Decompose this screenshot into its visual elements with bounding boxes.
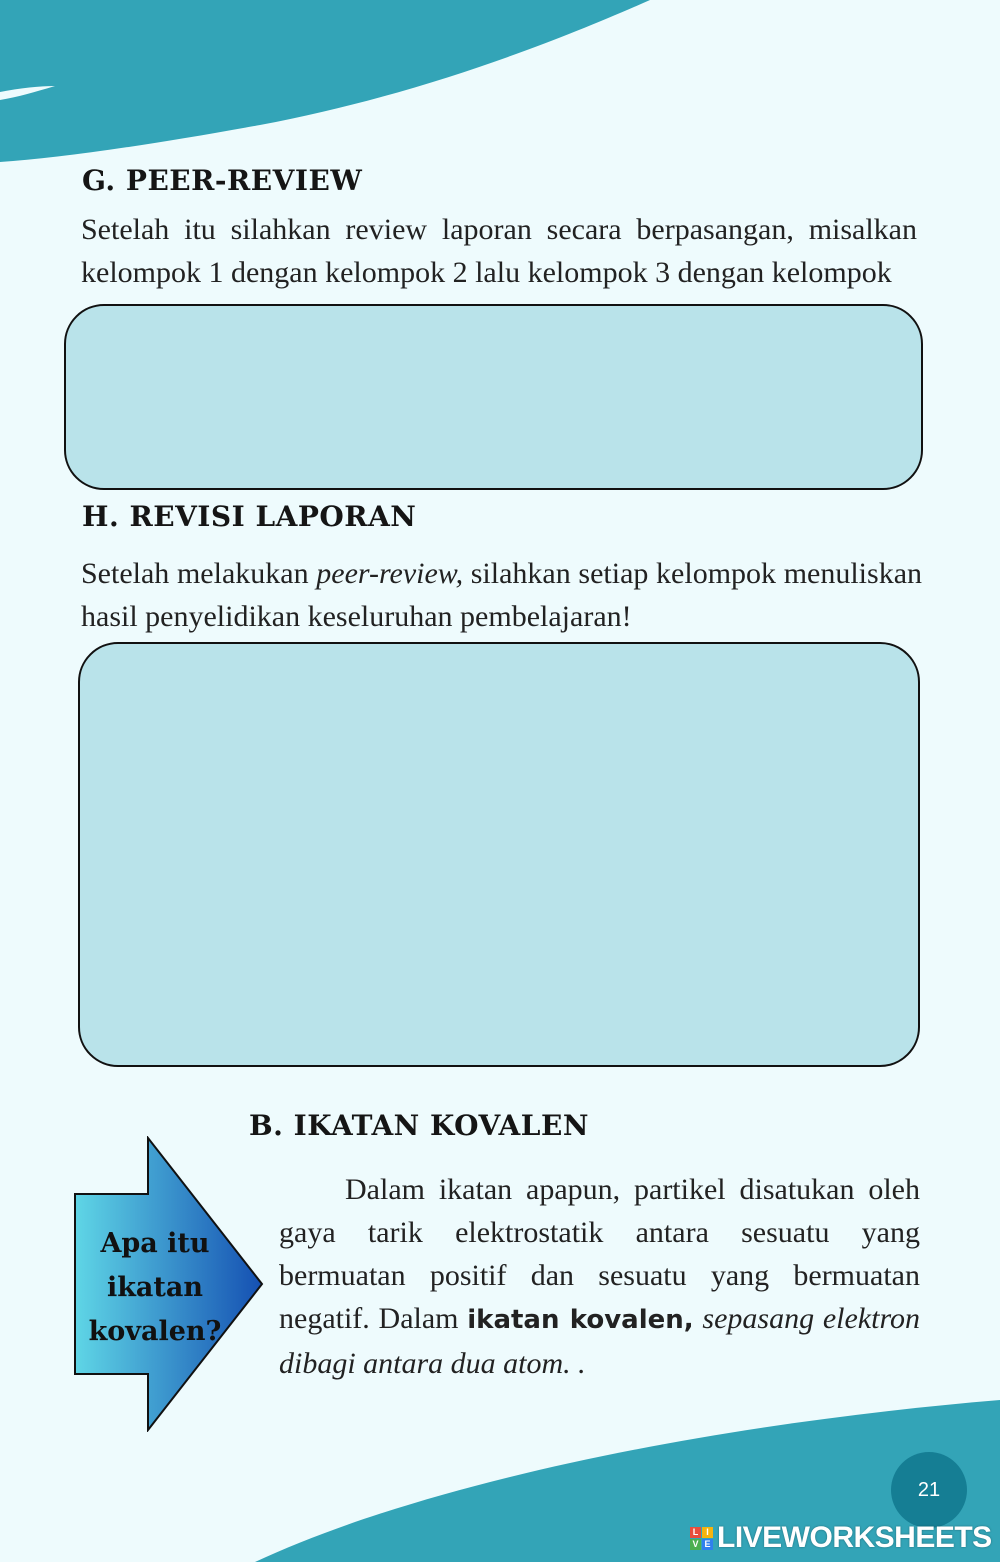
- logo-letter-v: V: [690, 1539, 701, 1550]
- logo-letter-l: L: [690, 1527, 701, 1538]
- peer-review-answer-box[interactable]: [64, 304, 923, 490]
- liveworksheets-wordmark: LIVEWORKSHEETS: [717, 1521, 992, 1554]
- page-number: 21: [891, 1452, 967, 1528]
- revisi-laporan-text: [81, 552, 922, 638]
- peer-review-text: Setelah itu silahkan review laporan secara berpasangan, misalkan kelompok 1 dengan kelompok 2 lalu kelompok 3 dengan kelompok: [81, 213, 917, 289]
- liveworksheets-logo-icon: [690, 1527, 713, 1550]
- kovalen-text-start: Dalam ikatan apapun, partikel disatukan oleh gaya tarik elektrostatik antara sesuatu yang bermuatan positif dan sesuatu yang bermuatan negatif. Dalam: [279, 1173, 920, 1335]
- revisi-laporan-answer-box[interactable]: [78, 642, 920, 1067]
- question-arrow-label: Apa itu ikatan kovalen?: [88, 1228, 222, 1347]
- kovalen-text-bold: ikatan kovalen,: [467, 1305, 694, 1335]
- logo-letter-e: E: [702, 1539, 713, 1550]
- ikatan-kovalen-heading: B. IKATAN KOVALEN: [249, 1109, 589, 1142]
- revisi-laporan-heading: H. REVISI LAPORAN: [82, 500, 417, 533]
- kovalen-text-italic: sepasang elektron dibagi antara dua atom. .: [279, 1302, 921, 1380]
- revisi-text-italic: peer-review,: [316, 557, 464, 590]
- top-wave: [0, 0, 650, 162]
- ikatan-kovalen-text: [279, 1168, 920, 1385]
- peer-review-heading: G. PEER-REVIEW: [82, 164, 363, 197]
- revisi-text-end: silahkan setiap kelompok menuliskan hasil penyelidikan keseluruhan pembelajaran!: [81, 557, 923, 633]
- liveworksheets-brand[interactable]: [690, 1520, 992, 1556]
- logo-letter-i: I: [702, 1527, 713, 1538]
- revisi-text-start: Setelah melakukan: [81, 557, 317, 590]
